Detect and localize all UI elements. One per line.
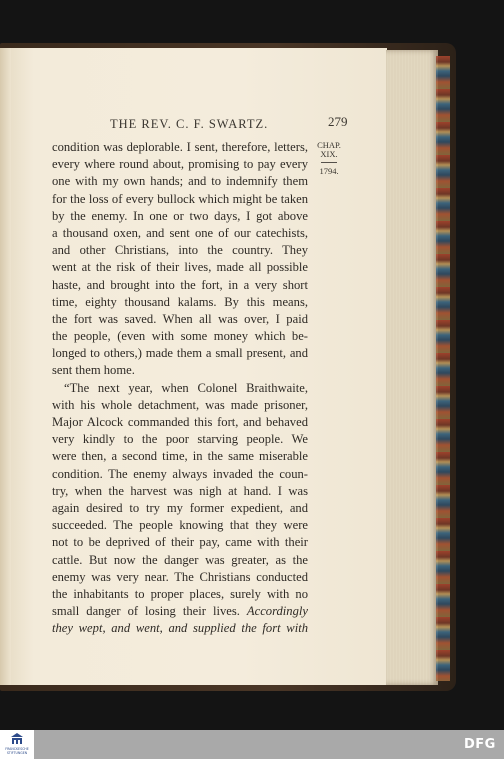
text-line: succeeded. The people knowing that they were (52, 518, 308, 533)
margin-note (312, 141, 346, 176)
text-line: condition was deplorable. I sent, therefore, letters, (52, 140, 308, 154)
margin-rule (321, 162, 337, 163)
text-line-italic-tail: Accordingly (246, 604, 308, 619)
text-line: not to be deprived of their pay, came with their (52, 535, 308, 550)
text-line: longed to others,) made them a small present, and (52, 346, 308, 361)
text-line: sent them home. (52, 363, 135, 378)
text-line: by the enemy. In one or two days, I got above (52, 208, 308, 223)
footer-bar (0, 730, 504, 759)
text-line: with his whole detachment, was made prisoner, (52, 397, 308, 412)
running-head: THE REV. C. F. SWARTZ. (110, 117, 269, 131)
text-line: were then, a second time, in the same miserable (52, 449, 308, 464)
text-line: one with my own hands; and to indemnify them (52, 174, 308, 189)
text-line-mixed (52, 603, 308, 620)
library-logo (0, 730, 34, 759)
text-line: the inhabitants to proper places, surely with no (52, 586, 308, 601)
text-line: they wept, and went, and supplied the fort with (52, 621, 308, 636)
text-line-roman: small danger of losing their lives. (52, 604, 240, 619)
text-line: “The next year, when Colonel Braithwaite, (64, 380, 308, 395)
text-line: the fort was saved. When all was over, I paid (52, 311, 308, 326)
text-line: try, when the harvest was nigh at hand. I was (52, 483, 308, 498)
text-line: a thousand oxen, and sent one of our catechists, (52, 225, 308, 240)
text-line: very kindly to the poor starving people. We (52, 432, 308, 447)
text-line: condition. The enemy always invaded the coun- (52, 466, 308, 481)
text-line: time, eighty thousand kalams. By this means, (52, 294, 308, 309)
chapter-number: XIX. (320, 149, 338, 159)
text-line: went at the risk of their lives, made all possible (52, 260, 308, 275)
text-line: the people, (even with some money which be- (52, 329, 308, 344)
building-icon (10, 733, 24, 746)
text-line: every where round about, promising to pay every (52, 157, 308, 172)
text-line: cattle. But now the danger was greater, as the (52, 552, 308, 567)
marbled-fore-edge (436, 56, 450, 681)
dfg-logo: DFG (464, 737, 496, 752)
page-number: 279 (328, 114, 348, 129)
text-line: Major Alcock commanded this fort, and behaved (52, 415, 308, 429)
text-line: haste, and brought into the fort, in a very short (52, 277, 308, 292)
margin-year: 1794. (319, 166, 339, 176)
body-text (52, 139, 308, 637)
library-logo-text: FRANCKESCHE STIFTUNGEN (5, 747, 29, 755)
text-line: enemy was very near. The Christians conducted (52, 569, 308, 584)
page-stack-edge (386, 50, 438, 685)
text-line: again desired to try my former expedient, and (52, 500, 308, 515)
text-line: for the loss of every bullock which might be taken (52, 191, 308, 206)
chapter-label: CHAP. (317, 140, 341, 150)
text-line: and other Christians, into the country. They (52, 243, 308, 258)
